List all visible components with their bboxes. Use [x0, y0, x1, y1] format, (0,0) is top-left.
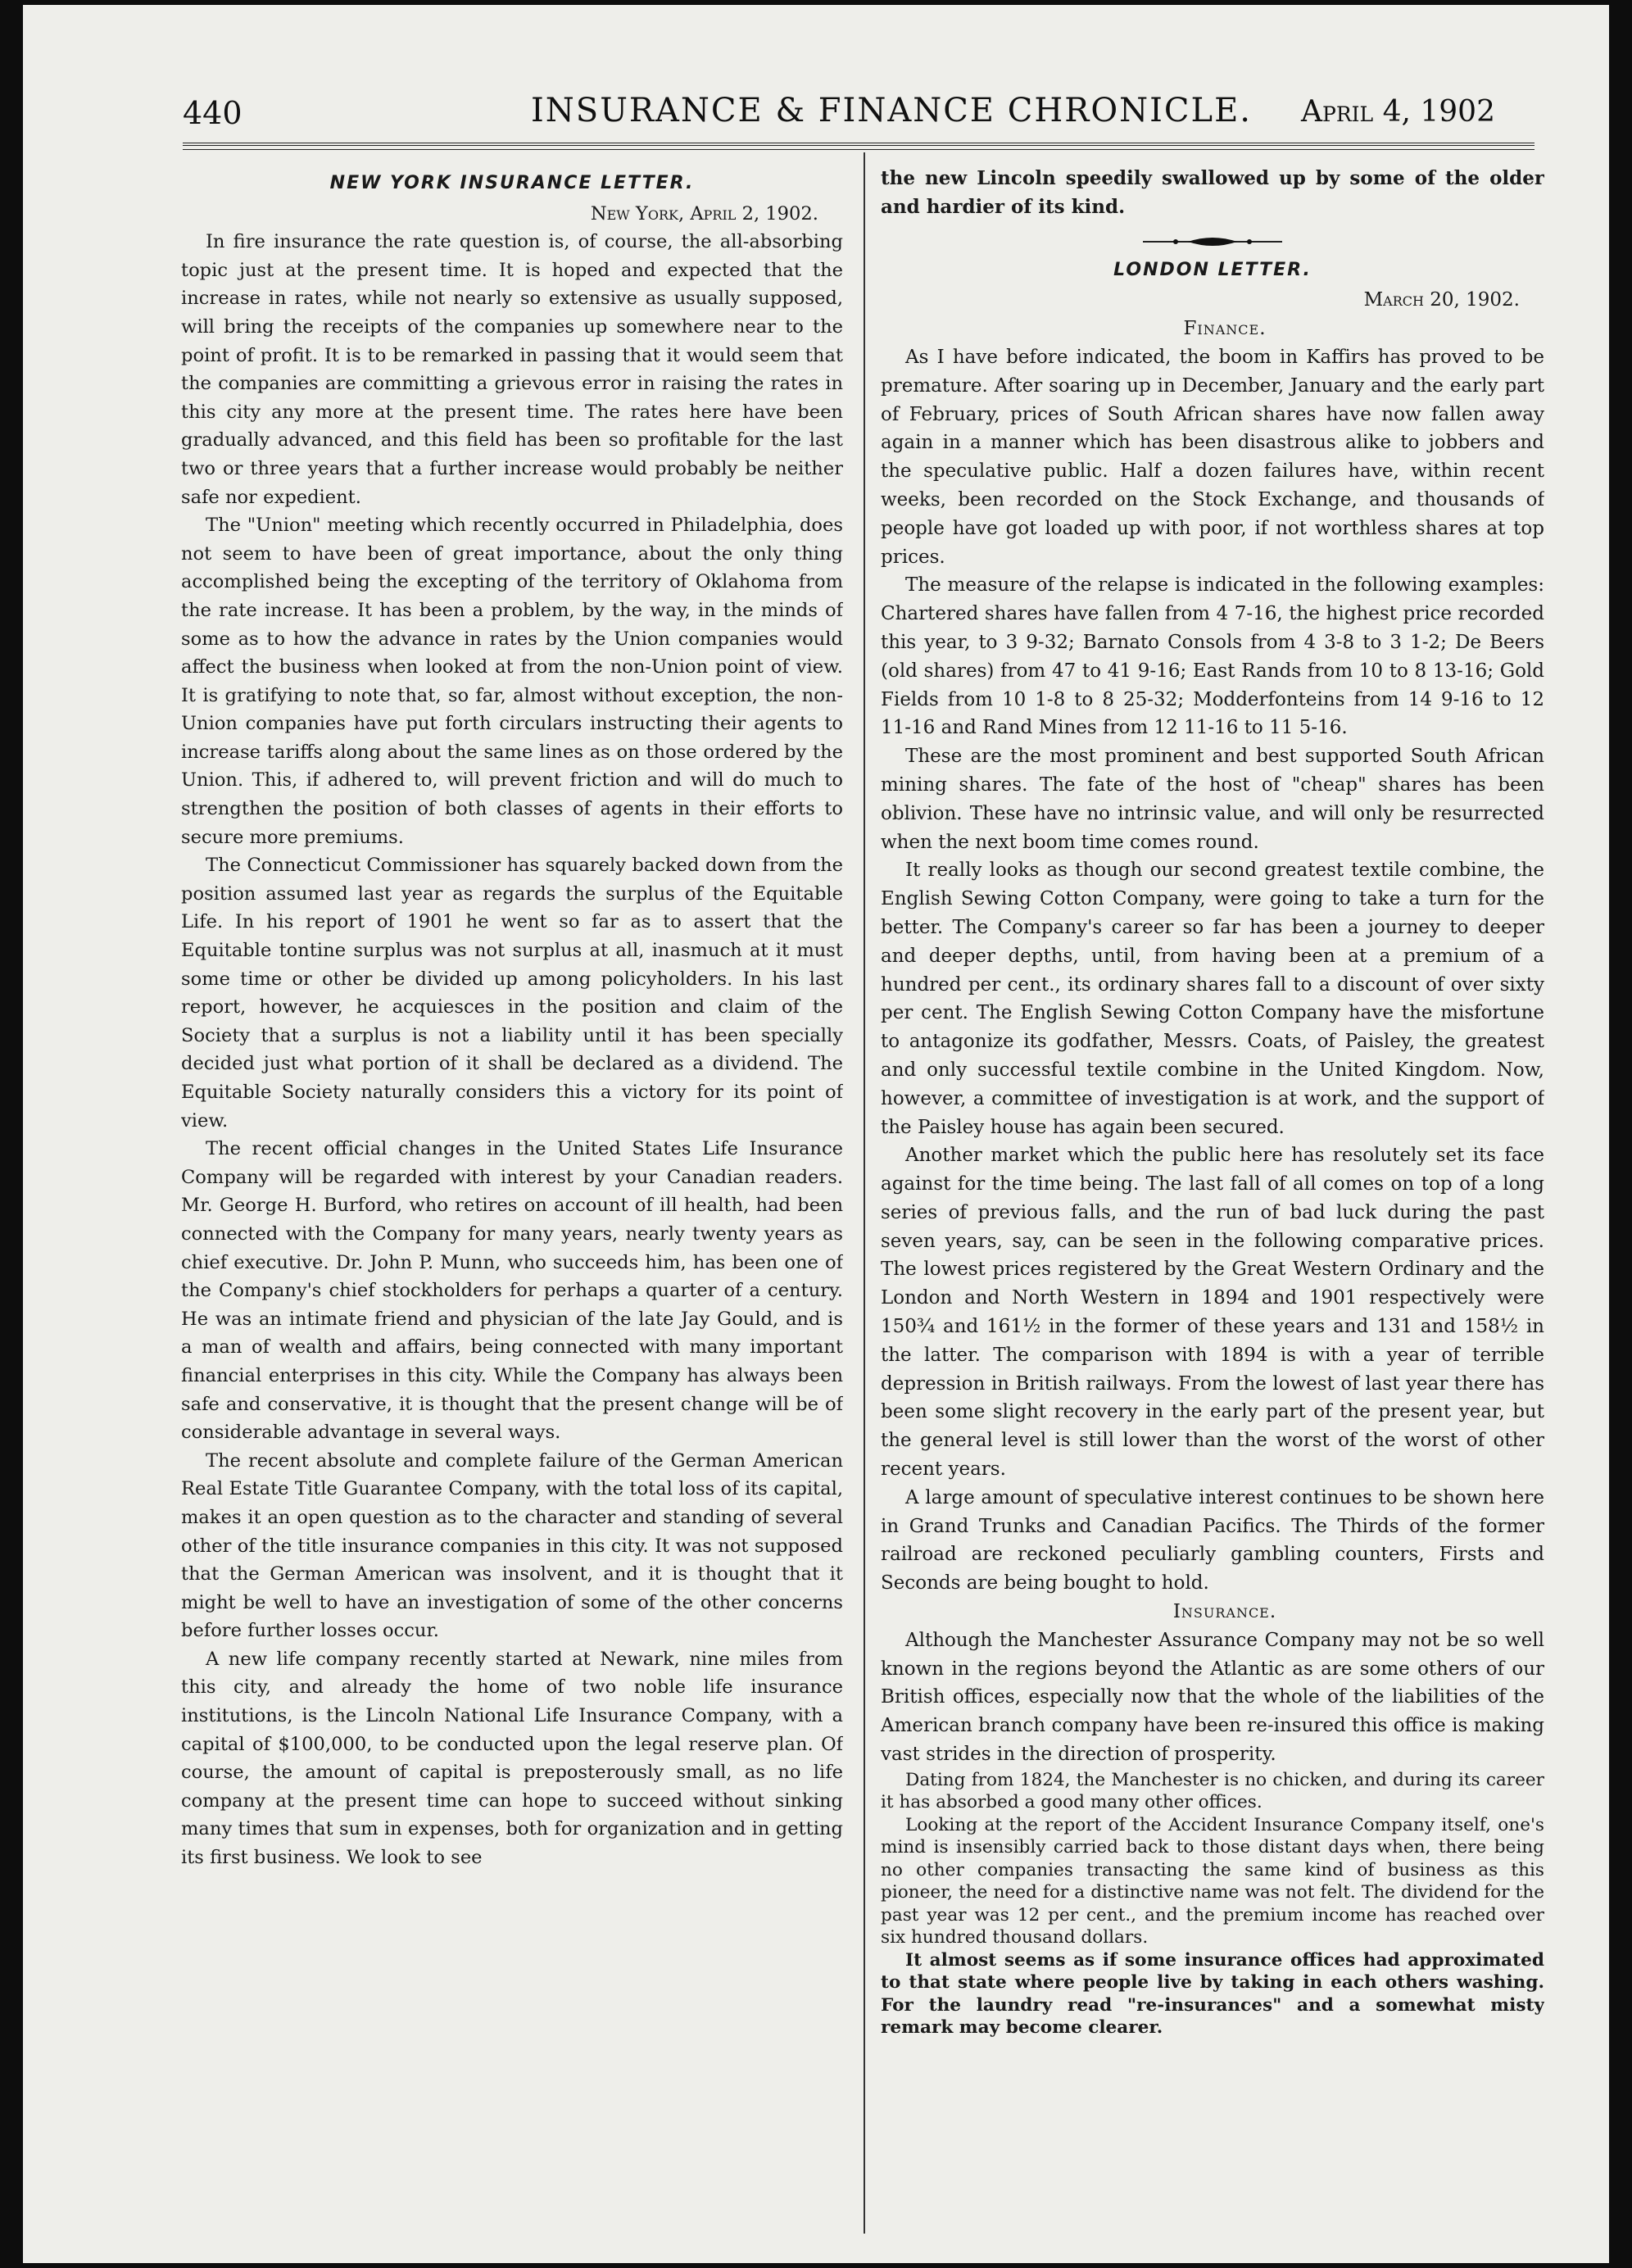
continued-text: the new Lincoln speedily swallowed up by some of the older and hardier of its kind.: [881, 167, 1544, 218]
newspaper-page: [23, 5, 1609, 2263]
paragraph: Another market which the public here has resolutely set its face against for the time being. The last fall of all comes on top of a long series of previous falls, and the run of bad luck during the past seven years, say, can be seen in the following comparative prices. The lowest prices registered by the Great Western Ordinary and the London and North Western in 1894 and 1901 respectively were 150¾ and 161½ in the former of these years and 131 and 158½ in the latter. The comparison with 1894 is with a year of terrible depression in British railways. From the lowest of last year there has been some slight recovery in the early part of the present year, but the general level is still lower than the worst of the worst of other recent years.: [881, 1145, 1544, 1481]
dateline-london: March 20, 1902.: [1363, 289, 1520, 311]
paragraph: The Connecticut Commissioner has squarely backed down from the position assumed last year as regards the surplus of the Equitable Life. In his report of 1901 he went so far as to assert that the Equitable tontine surplus was not surplus at all, inasmuch at it must some time or other be divided up among policyholders. In his last report, however, he acquiesces in the position and claim of the Society that a surplus is not a liability until it has been specially decided just what portion of it shall be declared as a dividend. The Equitable Society naturally considers this a victory for its point of view.: [181, 855, 843, 1132]
paragraph: The recent absolute and complete failure of the German American Real Estate Title Guarantee Company, with the total loss of its capital, makes it an open question as to the character and standing of several other of the title insurance companies in this city. It was not supposed that the German American was insolvent, and it is thought that it might be well to have an investigation of some of the other concerns before further losses occur.: [181, 1449, 843, 1642]
page-number: 440: [183, 95, 243, 131]
header-rule: [183, 143, 1535, 146]
paragraph: The measure of the relapse is indicated in the following examples: Chartered shares have fallen from 4 7-16, the highest price recorded this year, to 3 9-32; Barnato Consols from 4 3-8 to 3 1-2; De Beers (old shares) from 47 to 41 9-16; East Rands from 10 to 8 13-16; Gold Fields from 10 1-8 to 8 25-32; Modderfonteins from 14 9-16 to 12 11-16 and Rand Mines from 12 11-16 to 11 5-16.: [881, 574, 1544, 739]
paragraph: It really looks as though our second greatest textile combine, the English Sewing Cotton Company, were going to take a turn for the better. The Company's career so far has been a journey to deeper and deeper depths, until, from having been at a premium of a hundred per cent., its ordinary shares fall to a discount of over sixty per cent. The English Sewing Cotton Company have the misfortune to antagonize its godfather, Messrs. Coats, of Paisley, the greatest and only successful textile combine in the United Kingdom. Now, however, a committee of investigation is at work, and the support of the Paisley house has again been secured.: [881, 860, 1544, 1138]
paragraph: Although the Manchester Assurance Company may not be so well known in the regions beyond the Atlantic as are some others of our British offices, especially now that the whole of the liabilities of the American branch company have been re-insured this office is making vast strides in the direction of prosperity.: [881, 1629, 1544, 1766]
paragraph: Dating from 1824, the Manchester is no chicken, and during its career it has absorbed a good many other offices.: [881, 1769, 1544, 1813]
right-column: [881, 165, 1544, 2238]
issue-date: April 4, 1902: [1301, 95, 1495, 129]
section-head-finance: Finance.: [1183, 318, 1267, 340]
paragraph: Looking at the report of the Accident Insurance Company itself, one's mind is insensibly carried back to those distant days when, there being no other companies transacting the same kind of business as this pioneer, the need for a distinctive name was not felt. The dividend for the past year was 12 per cent., and the premium income has reached over six hundred thousand dollars.: [881, 1814, 1544, 1948]
paragraph: In fire insurance the rate question is, of course, the all-absorbing topic just at the present time. It is hoped and expected that the increase in rates, while not nearly so extensive as usually supposed, will bring the receipts of the companies up somewhere near to the point of profit. It is to be remarked in passing that it would seem that the companies are committing a grievous error in raising the rates in this city any more at the present time. The rates here have been gradually advanced, and this field has been so profitable for the last two or three years that a further increase would probably be neither safe nor expedient.: [181, 231, 843, 508]
paragraph: The recent official changes in the United States Life Insurance Company will be regarded with interest by your Canadian readers. Mr. George H. Burford, who retires on account of ill health, had been connected with the Company for many years, nearly twenty years as chief executive. Dr. John P. Munn, who succeeds him, has been one of the Company's chief stockholders for perhaps a quarter of a century. He was an intimate friend and physician of the late Jay Gould, and is a man of wealth and affairs, being connected with many important financial enterprises in this city. While the Company has always been safe and conservative, it is thought that the present change will be of considerable advantage in several ways.: [181, 1138, 843, 1444]
publication-title: INSURANCE & FINANCE CHRONICLE.: [531, 92, 1252, 129]
compact-paragraphs: [881, 1769, 1544, 2039]
paragraph: It almost seems as if some insurance offices had approximated to that state where people live by taking in each others washing. For the laundry read "re-insurances" and a somewhat misty remark may become clearer.: [881, 1949, 1544, 2039]
article-title-new-york: NEW YORK INSURANCE LETTER.: [329, 173, 695, 193]
article-title-london: LONDON LETTER.: [1113, 259, 1312, 280]
left-column: [181, 165, 843, 2238]
ornament-divider-icon: [1143, 234, 1282, 250]
header-rule-thin: [183, 149, 1535, 150]
page-header: [23, 5, 1609, 144]
paragraph: A new life company recently started at Newark, nine miles from this city, and already the home of two noble life insurance institutions, is the Lincoln National Life Insurance Company, with a capital of $100,000, to be conducted upon the legal reserve plan. Of course, the amount of capital is preposterously small, as no life company at the present time can hope to succeed without sinking many times that sum in expenses, both for organization and in getting its first business. We look to see: [181, 1648, 843, 1869]
column-divider: [864, 152, 865, 2234]
section-head-insurance: Insurance.: [1172, 1601, 1277, 1623]
paragraph: As I have before indicated, the boom in Kaffirs has proved to be premature. After soaring up in December, January and the early part of February, prices of South African shares have now fallen away again in a manner which has been disastrous alike to jobbers and the speculative public. Half a dozen failures have, within recent weeks, been recorded on the Stock Exchange, and thousands of people have got loaded up with poor, if not worthless shares at top prices.: [881, 346, 1544, 568]
paragraph: The "Union" meeting which recently occurred in Philadelphia, does not seem to have been of great importance, about the only thing accomplished being the excepting of the territory of Oklahoma from the rate increase. It has been a problem, by the way, in the minds of some as to how the advance in rates by the Union companies would affect the business when looked at from the non-Union point of view. It is gratifying to note that, so far, almost without exception, the non-Union companies have put forth circulars instructing their agents to increase tariffs along about the same lines as on those ordered by the Union. This, if adhered to, will prevent friction and will do much to strengthen the position of both classes of agents in their efforts to secure more premiums.: [181, 515, 843, 848]
dateline-new-york: New York, April 2, 1902.: [590, 202, 818, 225]
paragraph: These are the most prominent and best supported South African mining shares. The fate of the host of "cheap" shares has been oblivion. These have no intrinsic value, and will only be resurrected when the next boom time comes round.: [881, 746, 1544, 853]
paragraph: A large amount of speculative interest continues to be shown here in Grand Trunks and Canadian Pacifics. The Thirds of the former railroad are reckoned peculiarly gambling counters, Firsts and Seconds are being bought to hold.: [881, 1486, 1544, 1594]
